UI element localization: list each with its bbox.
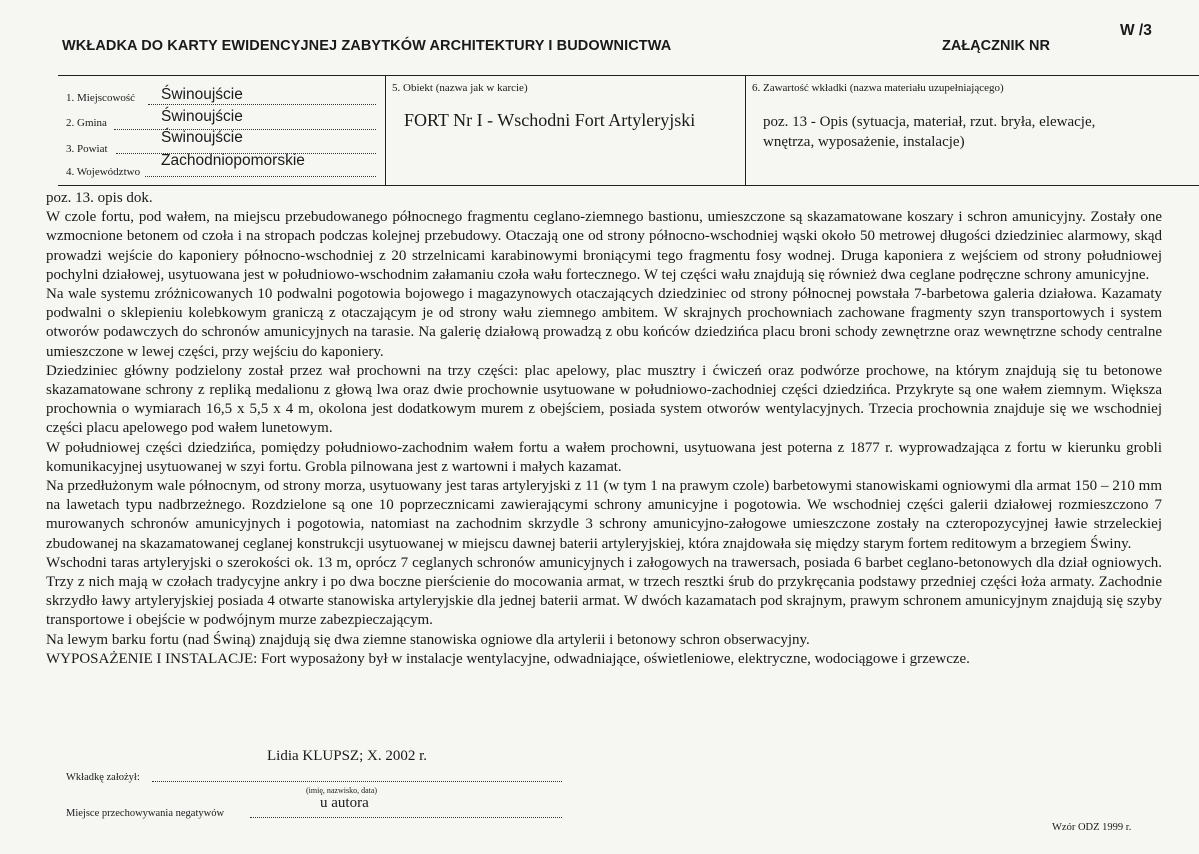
miejscowosc-dots <box>148 104 376 105</box>
header-rule-top <box>58 75 1199 76</box>
author-dots <box>152 781 562 782</box>
attachment-label: ZAŁĄCZNIK NR <box>942 38 1050 54</box>
description-body <box>46 189 1162 669</box>
body-paragraph: W południowej części dziedzińca, pomiędzy południowo-zachodnim wałem fortu a wałem prochowni, usytuowana jest poterna z 1877 r. wyprowadzająca z fortu w kierunku grobli komunikacyjnej usytuowanej w szyi fortu. Grobla pilnowana jest z wartowni i małych kazamat. <box>46 439 1162 475</box>
body-paragraph: Na lewym barku fortu (nad Świną) znajdują się dwa ziemne stanowiska ogniowe dla artylerii i betonowy schron obserwacyjny. <box>46 631 810 648</box>
body-paragraph: WYPOSAŻENIE I INSTALACJE: Fort wyposażony był w instalacje wentylacyjne, odwadniające, oświetleniowe, elektryczne, wodociągowe i grzewcze. <box>46 650 970 667</box>
negatives-dots <box>250 817 562 818</box>
object-value: FORT Nr I - Wschodni Fort Artyleryjski <box>404 110 696 130</box>
negatives-label: Miejsce przechowywania negatywów <box>66 808 225 819</box>
attachment-code: W /3 <box>1120 22 1152 39</box>
wojewodztwo-label: 4. Województwo <box>66 166 141 178</box>
gmina-value: Świnoujście <box>161 108 243 125</box>
miejscowosc-value: Świnoujście <box>161 86 243 103</box>
header-rule-bottom <box>58 185 1199 186</box>
body-paragraph: Wschodni taras artyleryjski o szerokości ok. 13 m, oprócz 7 ceglanych schronów amunicyjnych i załogowych na trawersach, posiada 6 barbet ceglano-betonowych dla dział ogniowych. Trzy z nich mają w czołach tradycyjne ankry i po dwa boczne pierścienie do mocowania armat, w trzech resztki śrub do przykręcania podstawy przedniej części łoża armaty. Zachodnie skrzydło ławy artyleryjskiej posiada 4 otwarte stanowiska artyleryjskie dla jednej baterii armat. W dwóch kazamatach pod skrajnym, prawym schronem amunicyjnym znajdują się szyby transportowe i obejście w podwójnym murze zabezpieczającym. <box>46 554 1162 629</box>
miejscowosc-label: 1. Miejscowość <box>66 92 136 104</box>
author-value: Lidia KLUPSZ; X. 2002 r. <box>267 748 427 764</box>
wojewodztwo-value: Zachodniopomorskie <box>161 152 305 169</box>
body-paragraph: Na przedłużonym wale północnym, od strony morza, usytuowany jest taras artyleryjski z 11 (w tym 1 na prawym czole) barbetowymi stanowiskami ogniowymi dla armat 150 – 210 mm na lawetach typu nadbrzeżnego. Rozdzielone są one 10 poprzecznicami zawierającymi schrony amunicyjne i pogotowia. We wschodniej części galerii działowej rozmieszczono 7 murowanych schronów amunicyjnych i pogotowia, natomiast na zachodnim skrzydle 3 schrony amunicyjno-załogowe umieszczone zostały na czteropozycyjnej ławie strzeleckiej zbudowanej na skazamatowanej ceglanej konstrukcji usytuowanej w miejscu dawnej baterii artyleryjskiej, która znajdowała się między starym fortem reditowym a brzegiem Świny. <box>46 478 1162 552</box>
column-divider-1 <box>385 75 386 186</box>
negatives-value: u autora <box>320 795 369 811</box>
author-label: Wkładkę założył: <box>66 772 140 783</box>
author-hint: (imię, nazwisko, data) <box>306 786 378 795</box>
contents-value: poz. 13 - Opis (sytuacja, materiał, rzut. bryła, elewacje, wnętrza, wyposażenie, instalacje) <box>763 114 1096 150</box>
powiat-label: 3. Powiat <box>66 143 108 155</box>
gmina-label: 2. Gmina <box>66 117 107 129</box>
contents-label: 6. Zawartość wkładki (nazwa materiału uzupełniającego) <box>752 82 1004 94</box>
form-title: WKŁADKA DO KARTY EWIDENCYJNEJ ZABYTKÓW ARCHITEKTURY I BUDOWNICTWA <box>62 38 672 54</box>
object-label: 5. Obiekt (nazwa jak w karcie) <box>392 82 528 94</box>
body-paragraph: Dziedziniec główny podzielony został przez wał prochowni na trzy części: plac apelowy, plac musztry i ćwiczeń oraz podwórze prochowe, na którym znajdują się tu betonowe skazamatowane schrony z repliką medalionu z głową lwa oraz dwie prochownie usytuowane w południowo-zachodniej części dziedzińca. Przykryte są one wałem ziemnym. Większa prochownia o wymiarach 16,5 x 5,5 x 4 m, okolona jest dodatkowym murem z obejściem, posiada system otworów wentylacyjnych. Trzecia prochownia znajduje się we wschodniej części placu apelowego pod wałem lunetowym. <box>46 362 1162 437</box>
gmina-dots <box>114 129 376 130</box>
body-paragraph: W czole fortu, pod wałem, na miejscu przebudowanego północnego fragmentu ceglano-ziemnego bastionu, umieszczone są skazamatowane koszary i schron amunicyjny. Zostały one wzmocnione betonem od czoła i na stropach podczas kolejnej przebudowy. Otaczają one od strony północno-wschodniej wąski około 50 metrowej długości dziedziniec alarmowy, skąd prowadzi wejście do kaponiery północno-wschodniej z 20 strzelnicami karabinowymi broniącymi tego fragmentu fosy wodnej. Druga kaponiera z wejściem od strony południowej pochylni działowej, usytuowana jest w południowo-wschodnim załamaniu czoła wału fortecznego. W tej części wału znajdują się również dwa ceglane podręczne schrony amunicyjne. <box>46 209 1162 283</box>
wojewodztwo-dots <box>145 176 376 177</box>
powiat-value: Świnoujście <box>161 129 243 146</box>
column-divider-2 <box>745 75 746 186</box>
form-template-code: Wzór ODZ 1999 r. <box>1052 822 1132 833</box>
body-paragraph: Na wale systemu zróżnicowanych 10 podwalni pogotowia bojowego i magazynowych otaczających dziedziniec od strony północnej powstała 7-barbetowa galeria działowa. Kazamaty podwalni o sklepieniu kolebkowym graniczą z otaczającym je od strony wału ziemnego ambitem. W skrajnych prochowniach zachowane fragmenty szyn transportowych i system otworów podawczych do schronów amunicyjnych na tarasie. Na galerię działową prowadzą z obu końców dziedzińca placu broni schody zewnętrzne oraz wewnętrzne schody centralne umieszczone w lewej części, przy wejściu do kaponiery. <box>46 286 1162 360</box>
body-paragraph: poz. 13. opis dok. <box>46 190 153 206</box>
